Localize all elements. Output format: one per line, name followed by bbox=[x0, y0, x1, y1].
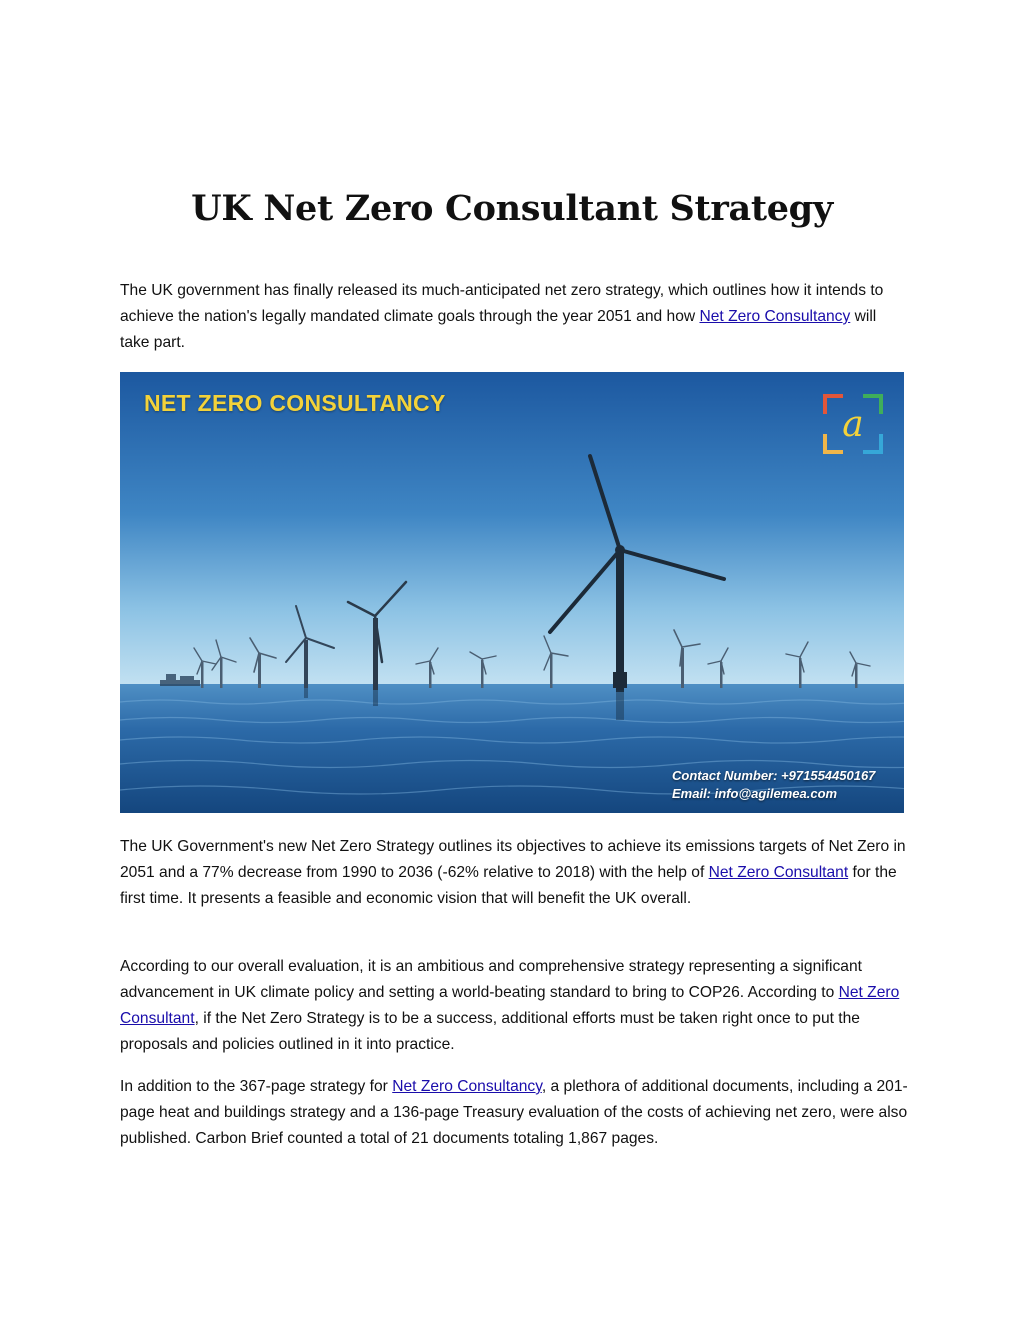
agile-logo-icon bbox=[823, 394, 883, 454]
contact-email: Email: info@agilemea.com bbox=[672, 786, 838, 801]
net-zero-consultancy-link-2[interactable]: Net Zero Consultancy bbox=[392, 1078, 542, 1095]
net-zero-consultancy-link[interactable]: Net Zero Consultancy bbox=[699, 308, 851, 325]
evaluation-text-before: According to our overall evaluation, it is an ambitious and comprehensive strategy representing a significant advancement in UK climate policy and setting a world-beating standard to bring to COP26. According to bbox=[120, 958, 862, 1001]
net-zero-consultant-link-1[interactable]: Net Zero Consultant bbox=[708, 864, 849, 881]
intro-text-after: will take part. bbox=[120, 308, 877, 351]
intro-text-before: The UK government has finally released its much-anticipated net zero strategy, which outlines how it intends to achieve the nation's legally mandated climate goals through the year 2051 and how bbox=[120, 282, 884, 325]
documents-text-before: In addition to the 367-page strategy for bbox=[120, 1078, 393, 1095]
documents-text-after: , a plethora of additional documents, including a 201-page heat and buildings strategy and a 136-page Treasury evaluation of the costs of achieving net zero, were also published. Carbon Brief counted a total of 21 documents totaling 1,867 pages. bbox=[120, 1078, 908, 1147]
strategy-paragraph bbox=[120, 834, 910, 912]
page-title: UK Net Zero Consultant Strategy bbox=[191, 188, 833, 229]
strategy-text-after: for the first time. It presents a feasible and economic vision that will benefit the UK overall. bbox=[120, 864, 897, 907]
offshore-wind-farm-illustration bbox=[120, 372, 904, 813]
contact-number: Contact Number: +971554450167 bbox=[672, 768, 876, 783]
hero-heading: NET ZERO CONSULTANCY bbox=[144, 390, 446, 416]
intro-paragraph bbox=[120, 278, 910, 356]
logo-letter: a bbox=[842, 404, 864, 445]
strategy-text-before: The UK Government's new Net Zero Strategy outlines its objectives to achieve its emissions targets of Net Zero in 2051 and a 77% decrease from 1990 to 2036 (-62% relative to 2018) with the help of bbox=[120, 838, 906, 881]
evaluation-paragraph bbox=[120, 954, 910, 1058]
net-zero-consultant-link-2[interactable]: Net Zero Consultant bbox=[120, 984, 900, 1027]
hero-image bbox=[120, 372, 904, 813]
evaluation-text-after: , if the Net Zero Strategy is to be a success, additional efforts must be taken right once to put the proposals and policies outlined in it into practice. bbox=[120, 1010, 860, 1053]
documents-paragraph bbox=[120, 1074, 910, 1152]
